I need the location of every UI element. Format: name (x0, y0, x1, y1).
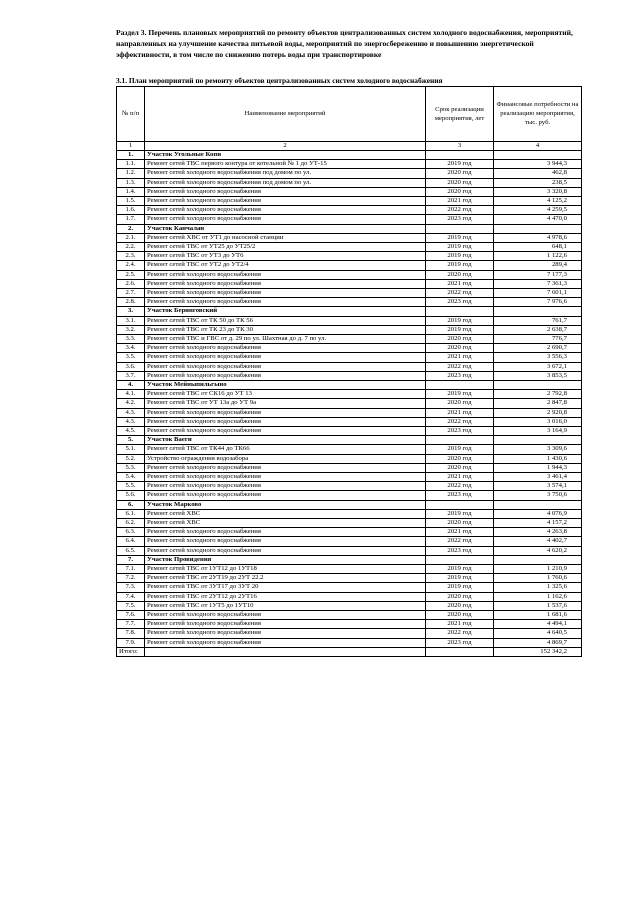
table-row (117, 233, 582, 242)
row-year: 2019 год (426, 242, 494, 251)
table-row (117, 252, 582, 261)
table-header-row (117, 86, 582, 141)
row-amount: 3 164,9 (494, 427, 582, 436)
row-year: 2019 год (426, 160, 494, 169)
table-row (117, 298, 582, 307)
row-year: 2023 год (426, 298, 494, 307)
table-row (117, 261, 582, 270)
row-name: Ремонт сетей ХВС (145, 509, 426, 518)
table-row (117, 509, 582, 518)
row-name: Ремонт сетей холодного водоснабжения (145, 298, 426, 307)
table-row (117, 565, 582, 574)
row-amount: 1 681,6 (494, 611, 582, 620)
row-year: 2021 год (426, 353, 494, 362)
table-row (117, 169, 582, 178)
row-year: 2020 год (426, 592, 494, 601)
row-amount: 3 944,3 (494, 160, 582, 169)
table-row (117, 611, 582, 620)
section-heading: Раздел 3. Перечень плановых мероприятий по ремонту объектов централизованных систем холодного водоснабжения, мероприятий, направленных на улучшение качества питьевой воды, мероприятий по энергосбережению и повышению энергетической эффективности, в том числе по снижению потерь воды при транспортировке (116, 28, 573, 59)
row-year: 2021 год (426, 528, 494, 537)
table-row (117, 206, 582, 215)
row-num: 1.7. (117, 215, 145, 224)
row-year: 2021 год (426, 279, 494, 288)
section-empty-term (426, 436, 494, 445)
table-row (117, 537, 582, 546)
row-name: Ремонт сетей ТВС от 2УТ19 до 2УТ 22.2 (145, 574, 426, 583)
table-row (117, 399, 582, 408)
row-num: 6.5. (117, 546, 145, 555)
row-num: 1.2. (117, 169, 145, 178)
row-amount: 4 263,8 (494, 528, 582, 537)
row-amount: 1 122,6 (494, 252, 582, 261)
row-amount: 4 157,2 (494, 519, 582, 528)
row-num: 3.3. (117, 334, 145, 343)
row-num: 7.7. (117, 620, 145, 629)
row-name: Ремонт сетей ТВС от СК16 до УТ 13 (145, 390, 426, 399)
row-amount: 3 556,3 (494, 353, 582, 362)
row-name: Ремонт сетей холодного водоснабжения (145, 463, 426, 472)
row-amount: 238,5 (494, 178, 582, 187)
section-title: Участок Беринговский (145, 307, 426, 316)
table-row (117, 344, 582, 353)
row-num: 4.5. (117, 427, 145, 436)
row-amount: 289,4 (494, 261, 582, 270)
row-name: Ремонт сетей ХВС от УТ1 до насосной станции (145, 233, 426, 242)
section-row (117, 555, 582, 564)
row-num: 1.1. (117, 160, 145, 169)
section-empty-term (426, 150, 494, 159)
row-amount: 4 978,6 (494, 233, 582, 242)
row-name: Ремонт сетей ТВС от 2УТ12 до 2УТ16 (145, 592, 426, 601)
row-num: 7.3. (117, 583, 145, 592)
row-num: 5.4. (117, 473, 145, 482)
row-num: 6.3. (117, 528, 145, 537)
row-amount: 776,7 (494, 334, 582, 343)
row-amount: 1 210,9 (494, 565, 582, 574)
row-year: 2022 год (426, 482, 494, 491)
row-year: 2023 год (426, 491, 494, 500)
row-num: 3.7. (117, 371, 145, 380)
row-year: 2022 год (426, 629, 494, 638)
row-num: 7.1. (117, 565, 145, 574)
total-amount: 152 342,2 (494, 647, 582, 656)
row-amount: 1 760,6 (494, 574, 582, 583)
row-year: 2022 год (426, 417, 494, 426)
row-name: Ремонт сетей холодного водоснабжения (145, 620, 426, 629)
row-name: Ремонт сетей холодного водоснабжения (145, 270, 426, 279)
row-year: 2021 год (426, 196, 494, 205)
row-name: Ремонт сетей ТВС от УТ25 до УТ25/2 (145, 242, 426, 251)
section-empty-finance (494, 500, 582, 509)
row-name: Ремонт сетей холодного водоснабжения (145, 638, 426, 647)
row-num: 1.6. (117, 206, 145, 215)
row-year: 2019 год (426, 325, 494, 334)
row-num: 7.4. (117, 592, 145, 601)
section-title: Участок Провидения (145, 555, 426, 564)
row-name: Ремонт сетей холодного водоснабжения (145, 408, 426, 417)
table-row (117, 242, 582, 251)
table-row (117, 629, 582, 638)
row-name: Ремонт сетей холодного водоснабжения (145, 344, 426, 353)
row-year: 2019 год (426, 233, 494, 242)
section-empty-finance (494, 224, 582, 233)
header-term: Срок реализации мероприятия, лет (426, 86, 494, 141)
section-title: Участок Мейныпильгыно (145, 381, 426, 390)
row-name: Ремонт сетей ТВС от УТ2 до УТ2/4 (145, 261, 426, 270)
row-amount: 1 325,6 (494, 583, 582, 592)
row-name: Ремонт сетей холодного водоснабжения под домом по ул. (145, 169, 426, 178)
row-year: 2020 год (426, 178, 494, 187)
row-name: Ремонт сетей холодного водоснабжения (145, 611, 426, 620)
row-amount: 3 461,4 (494, 473, 582, 482)
table-row (117, 601, 582, 610)
section-title: Участок Канчалан (145, 224, 426, 233)
row-num: 1.3. (117, 178, 145, 187)
row-amount: 4 494,1 (494, 620, 582, 629)
row-year: 2021 год (426, 408, 494, 417)
row-num: 2.8. (117, 298, 145, 307)
row-name: Ремонт сетей ТВС от ТК 23 до ТК 30 (145, 325, 426, 334)
section-empty-finance (494, 381, 582, 390)
section-num: 3. (117, 307, 145, 316)
row-name: Ремонт сетей ТВС от ТК44 до ТК66 (145, 445, 426, 454)
document-page (116, 28, 581, 657)
section-empty-finance (494, 307, 582, 316)
row-name: Ремонт сетей холодного водоснабжения (145, 482, 426, 491)
header-name: Наименование мероприятий (145, 86, 426, 141)
section-num: 5. (117, 436, 145, 445)
section-empty-finance (494, 555, 582, 564)
row-name: Ремонт сетей холодного водоснабжения (145, 196, 426, 205)
index-cell: 4 (494, 141, 582, 150)
header-num: № п/п (117, 86, 145, 141)
row-amount: 3 016,0 (494, 417, 582, 426)
row-year: 2020 год (426, 601, 494, 610)
row-year: 2022 год (426, 362, 494, 371)
row-year: 2020 год (426, 454, 494, 463)
row-name: Ремонт сетей холодного водоснабжения (145, 215, 426, 224)
section-empty-term (426, 381, 494, 390)
row-num: 2.7. (117, 288, 145, 297)
section-empty-finance (494, 150, 582, 159)
section-row (117, 150, 582, 159)
row-amount: 2 920,8 (494, 408, 582, 417)
row-amount: 3 320,8 (494, 187, 582, 196)
row-name: Ремонт сетей ТВС от УТ 13а до УТ 9а (145, 399, 426, 408)
section-empty-term (426, 307, 494, 316)
table-row (117, 519, 582, 528)
table-row (117, 592, 582, 601)
row-amount: 4 402,7 (494, 537, 582, 546)
table-row (117, 574, 582, 583)
section-empty-finance (494, 436, 582, 445)
section-row (117, 224, 582, 233)
row-amount: 7 976,6 (494, 298, 582, 307)
repair-plan-table (116, 86, 582, 657)
row-num: 7.9. (117, 638, 145, 647)
row-year: 2019 год (426, 565, 494, 574)
section-empty-term (426, 555, 494, 564)
row-num: 7.5. (117, 601, 145, 610)
row-year: 2023 год (426, 215, 494, 224)
row-name: Ремонт сетей ТВС от УТ3 до УТ6 (145, 252, 426, 261)
table-row (117, 427, 582, 436)
row-num: 6.1. (117, 509, 145, 518)
row-year: 2020 год (426, 270, 494, 279)
table-row (117, 408, 582, 417)
section-empty-term (426, 500, 494, 509)
table-row (117, 178, 582, 187)
section-row (117, 436, 582, 445)
table-row (117, 445, 582, 454)
row-amount: 2 847,8 (494, 399, 582, 408)
subsection-heading: 3.1. План мероприятий по ремонту объектов централизованных систем холодного водоснабжения (116, 75, 443, 85)
row-amount: 3 672,1 (494, 362, 582, 371)
row-num: 5.5. (117, 482, 145, 491)
row-amount: 1 430,6 (494, 454, 582, 463)
table-row (117, 454, 582, 463)
row-num: 4.1. (117, 390, 145, 399)
row-num: 5.2. (117, 454, 145, 463)
section-row (117, 500, 582, 509)
row-num: 7.2. (117, 574, 145, 583)
row-name: Ремонт сетей холодного водоснабжения (145, 417, 426, 426)
row-num: 7.6. (117, 611, 145, 620)
row-year: 2020 год (426, 519, 494, 528)
row-name: Ремонт сетей холодного водоснабжения (145, 537, 426, 546)
row-name: Ремонт сетей холодного водоснабжения (145, 629, 426, 638)
row-year: 2019 год (426, 583, 494, 592)
row-num: 3.6. (117, 362, 145, 371)
table-row (117, 334, 582, 343)
row-year: 2019 год (426, 445, 494, 454)
row-name: Ремонт сетей холодного водоснабжения (145, 473, 426, 482)
table-row (117, 362, 582, 371)
row-name: Ремонт сетей холодного водоснабжения (145, 362, 426, 371)
total-row (117, 647, 582, 656)
row-num: 7.8. (117, 629, 145, 638)
row-amount: 2 690,7 (494, 344, 582, 353)
row-num: 2.2. (117, 242, 145, 251)
row-amount: 4 470,0 (494, 215, 582, 224)
row-amount: 3 309,6 (494, 445, 582, 454)
row-num: 2.5. (117, 270, 145, 279)
header-finance: Финансовые потребности на реализацию мероприятия, тыс. руб. (494, 86, 582, 141)
row-year: 2022 год (426, 537, 494, 546)
row-name: Ремонт сетей холодного водоснабжения под домом по ул. (145, 178, 426, 187)
column-index-row (117, 141, 582, 150)
row-num: 5.6. (117, 491, 145, 500)
section-row (117, 307, 582, 316)
row-name: Ремонт сетей холодного водоснабжения (145, 279, 426, 288)
table-row (117, 279, 582, 288)
row-name: Ремонт сетей холодного водоснабжения (145, 491, 426, 500)
section-title: Участок Марково (145, 500, 426, 509)
section-num: 2. (117, 224, 145, 233)
table-row (117, 583, 582, 592)
row-year: 2023 год (426, 427, 494, 436)
table-row (117, 325, 582, 334)
row-year: 2021 год (426, 620, 494, 629)
row-year: 2020 год (426, 334, 494, 343)
table-row (117, 528, 582, 537)
row-amount: 648,1 (494, 242, 582, 251)
section-title: Участок Угольные Копи (145, 150, 426, 159)
row-name: Устройство ограждения водозабора (145, 454, 426, 463)
row-name: Ремонт сетей холодного водоснабжения (145, 427, 426, 436)
row-name: Ремонт сетей холодного водоснабжения (145, 206, 426, 215)
row-amount: 3 853,5 (494, 371, 582, 380)
row-year: 2023 год (426, 546, 494, 555)
table-row (117, 638, 582, 647)
row-amount: 462,8 (494, 169, 582, 178)
row-amount: 3 750,6 (494, 491, 582, 500)
row-amount: 4 125,2 (494, 196, 582, 205)
row-amount: 7 361,3 (494, 279, 582, 288)
row-num: 1.4. (117, 187, 145, 196)
row-num: 3.1. (117, 316, 145, 325)
row-num: 1.5. (117, 196, 145, 205)
section-empty-term (426, 224, 494, 233)
row-amount: 3 574,1 (494, 482, 582, 491)
table-row (117, 196, 582, 205)
section-num: 6. (117, 500, 145, 509)
row-num: 5.3. (117, 463, 145, 472)
table-row (117, 316, 582, 325)
table-row (117, 160, 582, 169)
row-year: 2020 год (426, 187, 494, 196)
row-year: 2020 год (426, 463, 494, 472)
table-row (117, 353, 582, 362)
row-amount: 4 259,5 (494, 206, 582, 215)
total-empty-term (426, 647, 494, 656)
table-row (117, 463, 582, 472)
row-num: 2.6. (117, 279, 145, 288)
row-name: Ремонт сетей холодного водоснабжения (145, 187, 426, 196)
row-name: Ремонт сетей ТВС первого контура от котельной № 1 до УТ-15 (145, 160, 426, 169)
table-row (117, 473, 582, 482)
row-year: 2019 год (426, 390, 494, 399)
row-num: 4.3. (117, 408, 145, 417)
row-amount: 2 638,7 (494, 325, 582, 334)
row-amount: 1 537,6 (494, 601, 582, 610)
table-row (117, 187, 582, 196)
section-num: 7. (117, 555, 145, 564)
row-num: 2.4. (117, 261, 145, 270)
row-num: 3.2. (117, 325, 145, 334)
table-row (117, 390, 582, 399)
table-row (117, 620, 582, 629)
row-amount: 1 162,6 (494, 592, 582, 601)
row-year: 2019 год (426, 261, 494, 270)
row-name: Ремонт сетей ТВС от 1УТ5 до 1УТ10 (145, 601, 426, 610)
row-name: Ремонт сетей холодного водоснабжения (145, 353, 426, 362)
section-title: Участок Ваеги (145, 436, 426, 445)
total-empty-name (145, 647, 426, 656)
row-year: 2019 год (426, 509, 494, 518)
index-cell: 2 (145, 141, 426, 150)
row-amount: 761,7 (494, 316, 582, 325)
row-amount: 1 944,3 (494, 463, 582, 472)
row-name: Ремонт сетей ТВС от 3УТ17 до 3УТ 20 (145, 583, 426, 592)
row-name: Ремонт сетей холодного водоснабжения (145, 528, 426, 537)
index-cell: 1 (117, 141, 145, 150)
row-name: Ремонт сетей ТВС и ГВС от д. 29 по ул. Шахтная до д. 7 по ул. (145, 334, 426, 343)
row-year: 2023 год (426, 371, 494, 380)
row-amount: 4 869,7 (494, 638, 582, 647)
row-amount: 4 640,5 (494, 629, 582, 638)
row-amount: 7 601,1 (494, 288, 582, 297)
row-year: 2019 год (426, 316, 494, 325)
row-year: 2019 год (426, 574, 494, 583)
row-amount: 2 792,8 (494, 390, 582, 399)
table-row (117, 546, 582, 555)
row-num: 3.4. (117, 344, 145, 353)
table-row (117, 482, 582, 491)
row-name: Ремонт сетей ТВС от ТК 50 до ТК 56 (145, 316, 426, 325)
section-num: 1. (117, 150, 145, 159)
row-amount: 4 620,2 (494, 546, 582, 555)
row-amount: 4 076,9 (494, 509, 582, 518)
section-row (117, 381, 582, 390)
row-year: 2020 год (426, 611, 494, 620)
row-year: 2020 год (426, 344, 494, 353)
table-row (117, 270, 582, 279)
row-amount: 7 177,3 (494, 270, 582, 279)
section-num: 4. (117, 381, 145, 390)
row-name: Ремонт сетей холодного водоснабжения (145, 288, 426, 297)
row-name: Ремонт сетей ТВС от 1УТ12 до 1УТ18 (145, 565, 426, 574)
row-year: 2021 год (426, 473, 494, 482)
row-name: Ремонт сетей холодного водоснабжения (145, 371, 426, 380)
row-num: 6.2. (117, 519, 145, 528)
table-row (117, 371, 582, 380)
table-row (117, 288, 582, 297)
row-year: 2020 год (426, 399, 494, 408)
row-num: 2.3. (117, 252, 145, 261)
table-row (117, 215, 582, 224)
table-row (117, 417, 582, 426)
row-num: 4.3. (117, 417, 145, 426)
row-num: 4.2. (117, 399, 145, 408)
total-label: Итого: (117, 647, 145, 656)
row-year: 2023 год (426, 638, 494, 647)
row-year: 2022 год (426, 288, 494, 297)
row-num: 2.1. (117, 233, 145, 242)
row-year: 2022 год (426, 206, 494, 215)
table-body (117, 150, 582, 647)
row-year: 2020 год (426, 169, 494, 178)
row-year: 2019 год (426, 252, 494, 261)
row-name: Ремонт сетей холодного водоснабжения (145, 546, 426, 555)
row-name: Ремонт сетей ХВС (145, 519, 426, 528)
table-row (117, 491, 582, 500)
index-cell: 3 (426, 141, 494, 150)
row-num: 3.5. (117, 353, 145, 362)
row-num: 5.1. (117, 445, 145, 454)
row-num: 6.4. (117, 537, 145, 546)
